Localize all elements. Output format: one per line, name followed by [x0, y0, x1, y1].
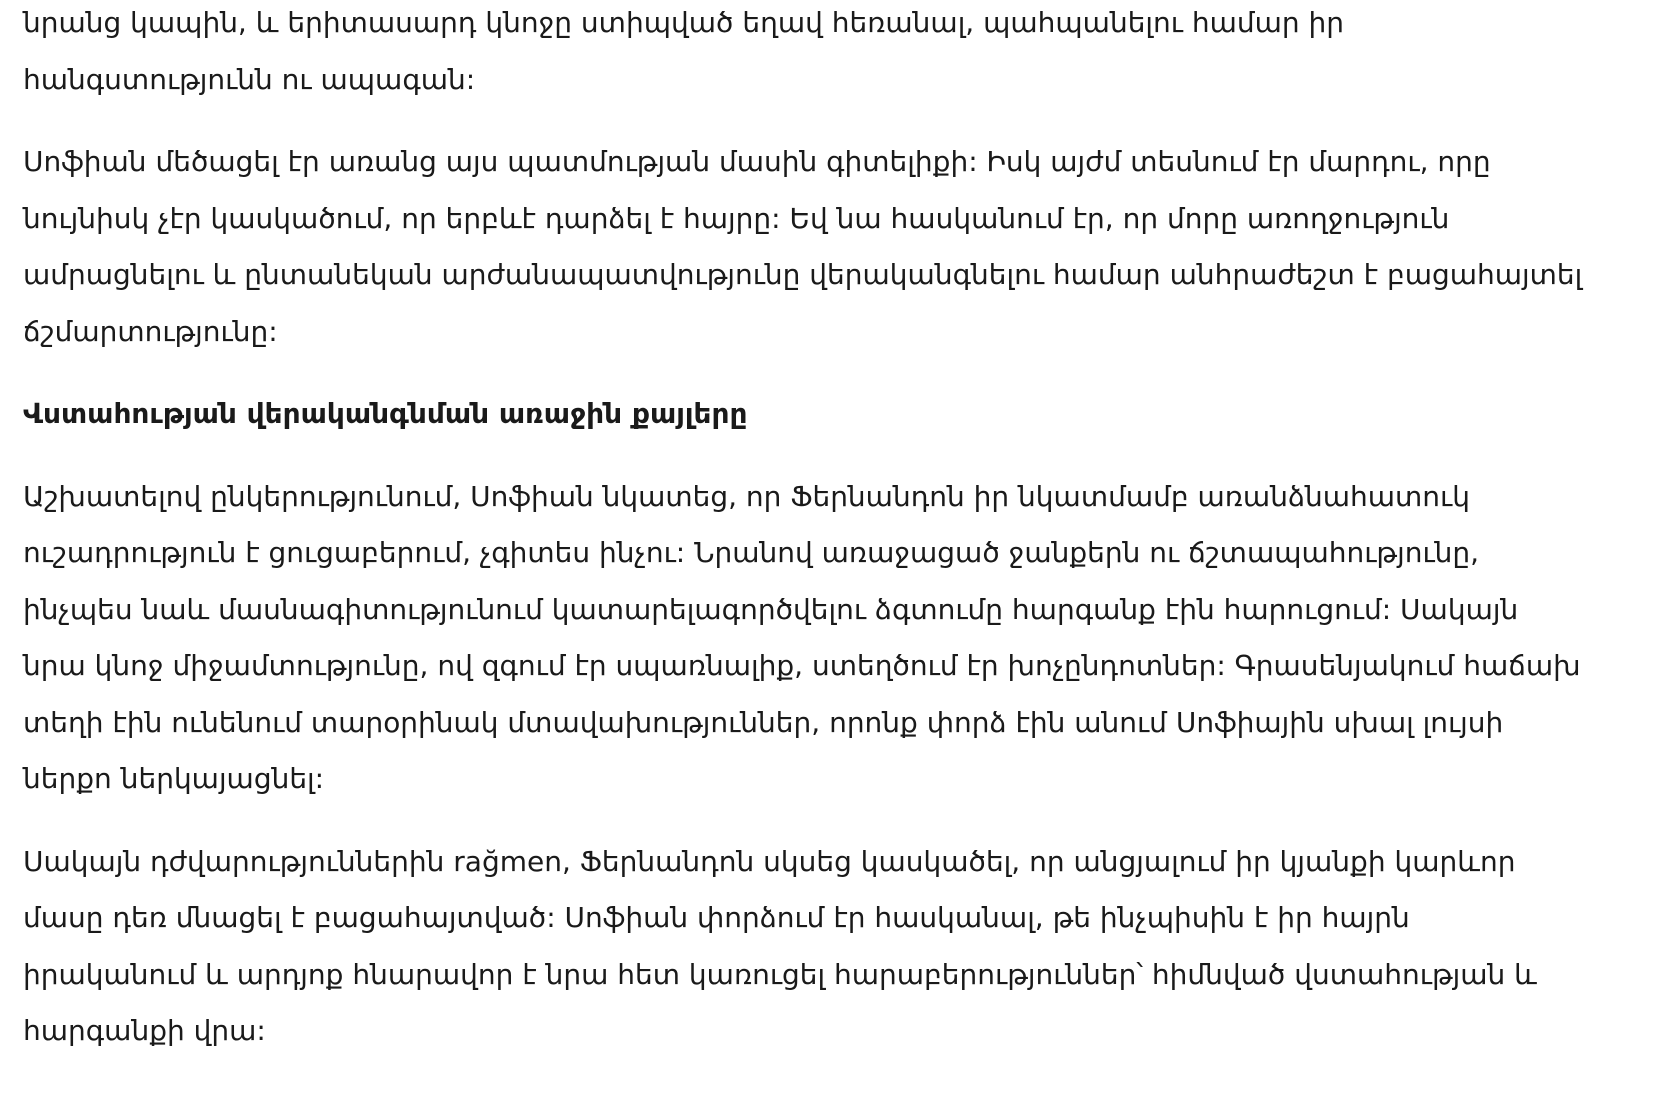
- paragraph-4: Սակայն դժվարություններին rağmen, Ֆերնանդոն սկսեց կասկածել, որ անցյալում իր կյանքի կարևոր մասը դեռ մնացել է բացահայտված: Սոֆիան փորձում էր հասկանալ, թե ինչպիսին է իր հայրն իրականում և արդյոք հնարավոր է նրա հետ կառուցել հարաբերություններ՝ հիմնված վստահության և հարգանքի վրա:: [23, 844, 1537, 1047]
- article-body: [23, 0, 1583, 1086]
- paragraph-2: Սոֆիան մեծացել էր առանց այս պատմության մասին գիտելիքի: Իսկ այժմ տեսնում էր մարդու, որը նույնիսկ չէր կասկածում, որ երբևէ դարձել է հայրը: Եվ նա հասկանում էր, որ մորը առողջություն ամրացնելու և ընտանեկան արժանապատվությունը վերականգնելու համար անհրաժեշտ է բացահայտել ճշմարտությունը:: [23, 145, 1583, 348]
- section-heading: Վստահության վերականգնման առաջին քայլերը: [23, 397, 748, 430]
- paragraph-3: Աշխատելով ընկերությունում, Սոֆիան նկատեց, որ Ֆերնանդոն իր նկատմամբ առանձնահատուկ ուշադրություն է ցուցաբերում, չգիտես ինչու: Նրանով առաջացած ջանքերն ու ճշտապահությունը, ինչպես նաև մասնագիտությունում կատարելագործվելու ձգտումը հարգանք էին հարուցում: Սակայն նրա կնոջ միջամտությունը, ով զգում էր սպառնալիք, ստեղծում էր խոչընդոտներ: Գրասենյակում հաճախ տեղի էին ունենում տարօրինակ մտավախություններ, որոնք փորձ էին անում Սոֆիային սխալ լույսի ներքո ներկայացնել:: [23, 479, 1581, 795]
- paragraph-1: նրանց կապին, և երիտասարդ կնոջը ստիպված եղավ հեռանալ, պահպանելու համար իր հանգստությունն ու ապագան:: [23, 6, 1345, 96]
